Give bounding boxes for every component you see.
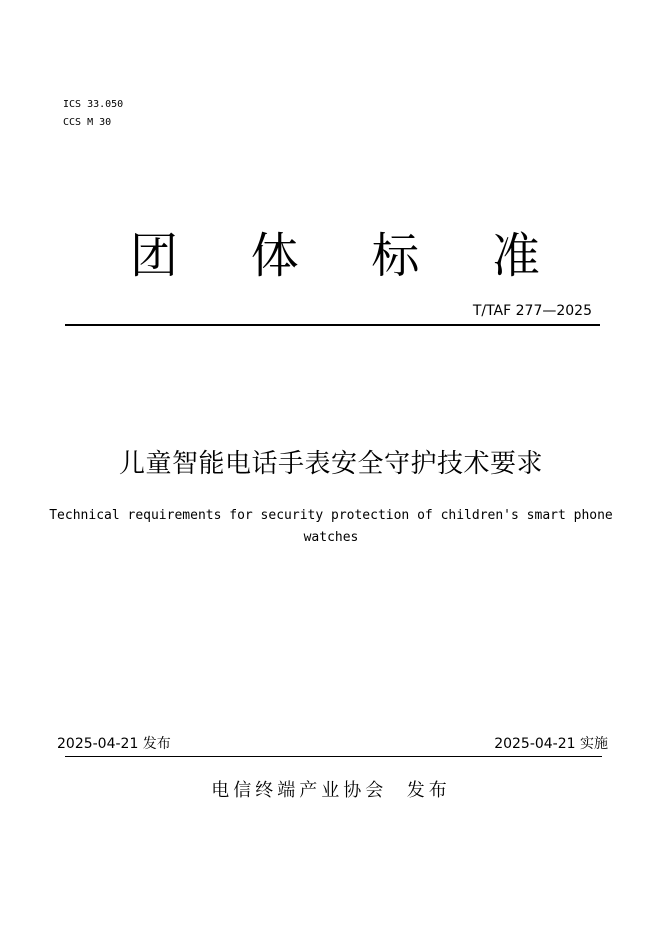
standard-number: T/TAF 277—2025 [472,303,592,319]
footer-divider [65,756,602,757]
document-type-char: 标 [371,228,420,284]
english-title: Technical requirements for security protection of children's smart phone watches [49,508,613,545]
ccs-code: CCS M 30 [63,117,112,128]
header-divider [65,324,600,326]
ics-code: ICS 33.050 [63,99,124,110]
implementation-date: 2025-04-21 实施 [494,736,608,752]
publish-date: 2025-04-21 发布 [57,736,171,752]
document-type-char: 准 [491,228,540,284]
chinese-title: 儿童智能电话手表安全守护技术要求 [118,449,543,479]
document-type-heading [130,224,540,288]
document-type-char: 团 [130,228,179,284]
publisher: 电信终端产业协会 发布 [211,780,451,801]
document-type-char: 体 [250,228,299,284]
